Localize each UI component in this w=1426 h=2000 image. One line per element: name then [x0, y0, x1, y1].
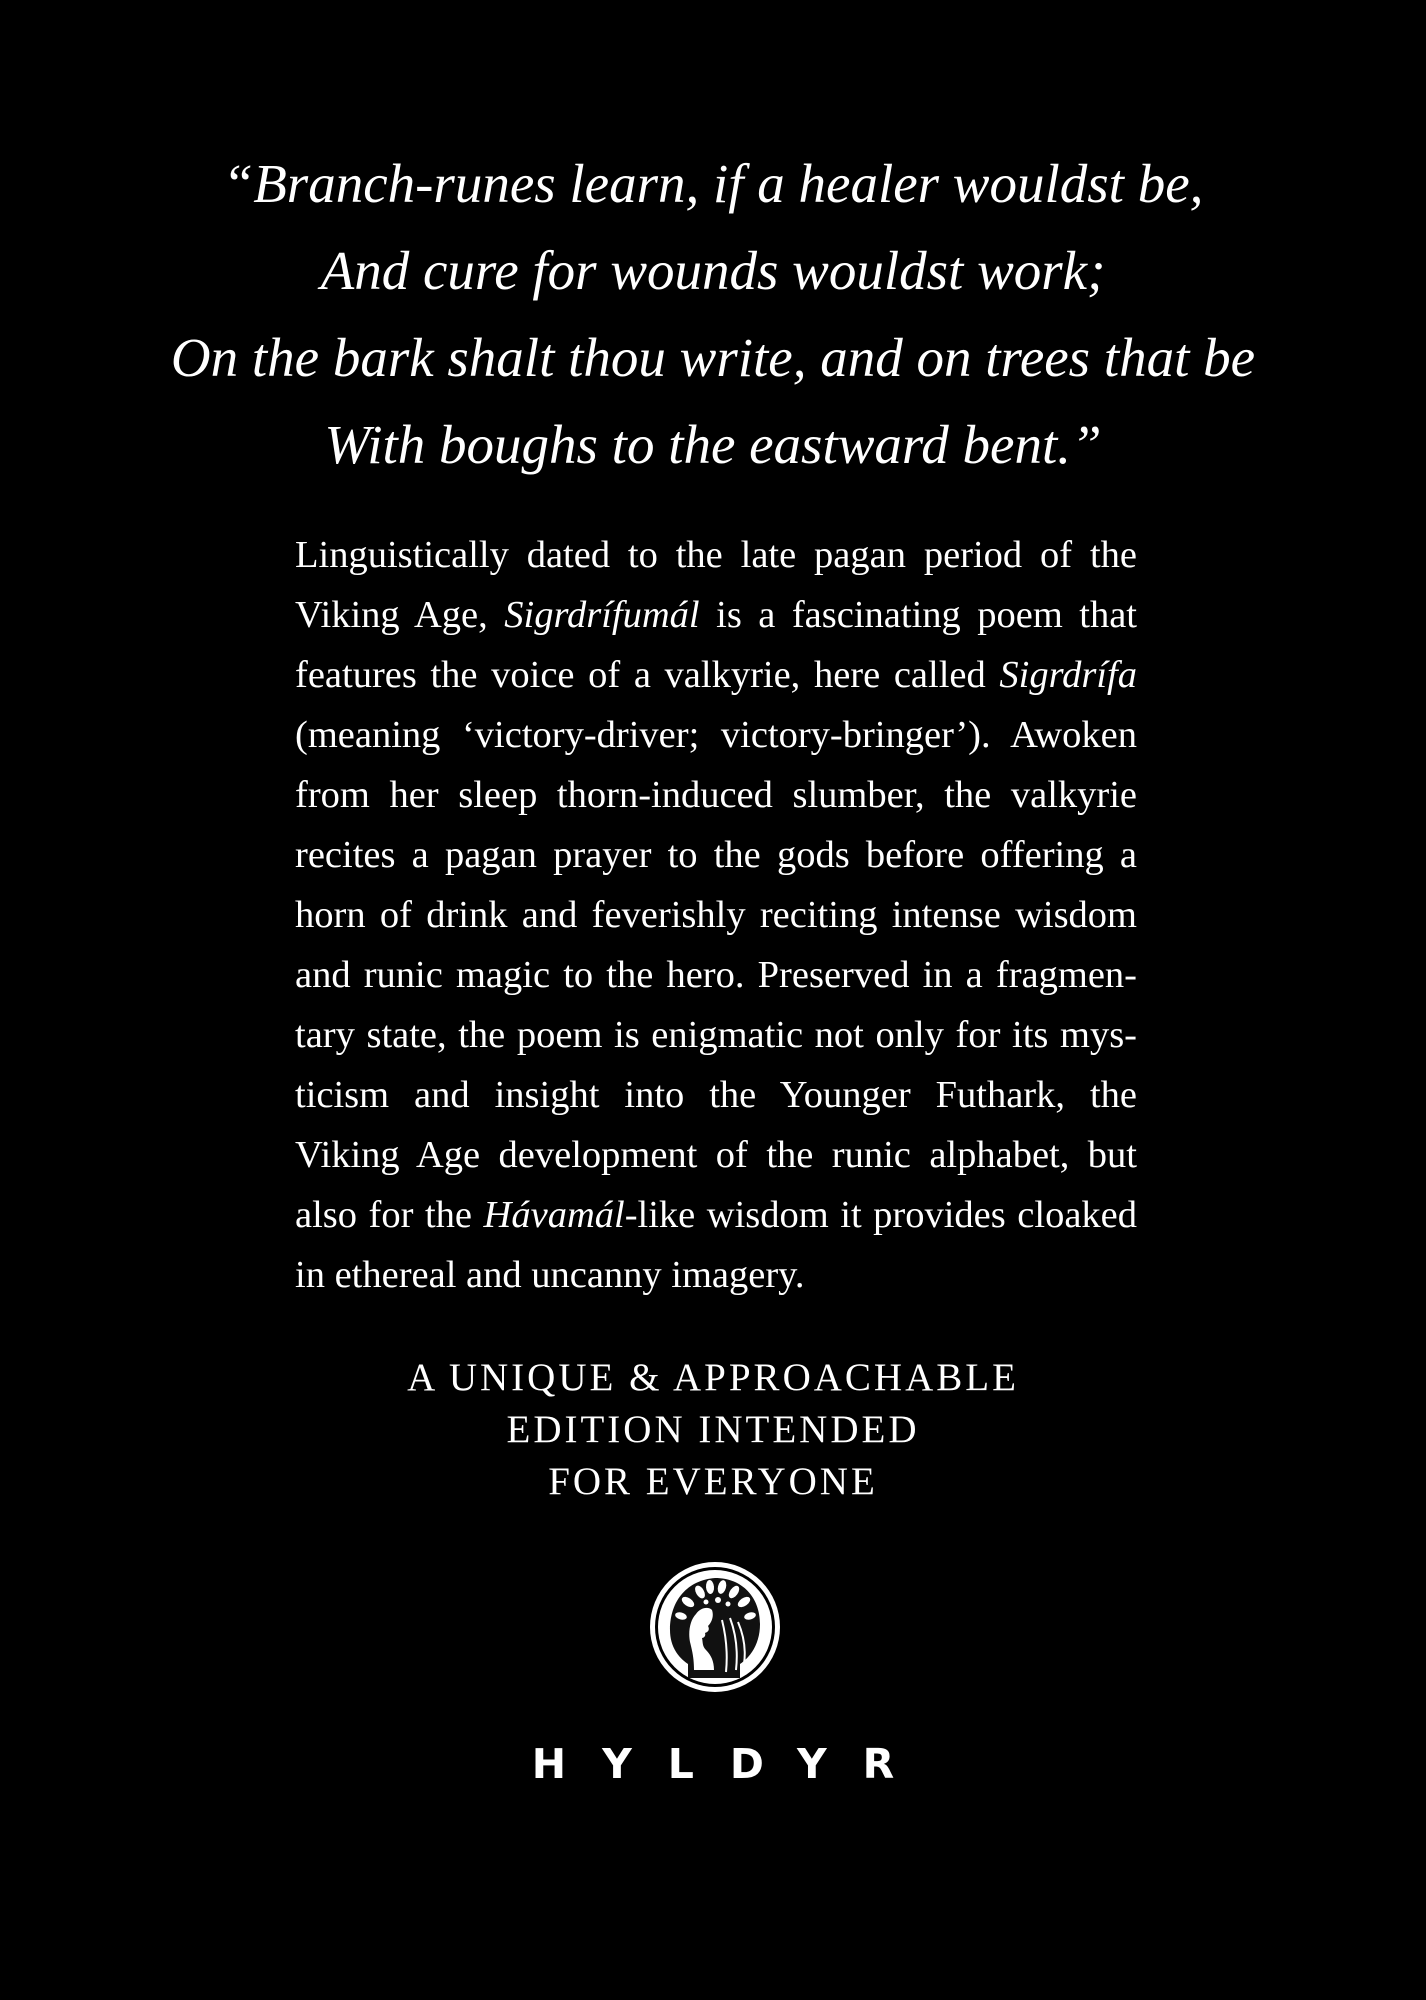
blurb-line	[295, 645, 1137, 705]
blurb-line	[295, 1185, 1137, 1245]
blurb-line: horn of drink and feverishly reciting intense wisdom	[295, 894, 1137, 936]
epigraph-quote	[0, 140, 1426, 488]
blurb-line: Linguistically dated to the late pagan period of the	[295, 534, 1137, 576]
blurb-line: (meaning ‘victory-driver; victory-bringer’). Awoken	[295, 714, 1137, 756]
quote-line: And cure for wounds wouldst work;	[320, 240, 1106, 301]
quote-line: “Branch-runes learn, if a healer wouldst be,	[222, 153, 1204, 214]
blurb-line: and runic magic to the hero. Preserved in a fragmen-	[295, 954, 1137, 996]
publisher-wordmark: HYLDYR	[531, 1740, 931, 1788]
blurb-line: from her sleep thorn-induced slumber, the valkyrie	[295, 774, 1137, 816]
blurb-text: is a fascinating poem that	[716, 594, 1137, 636]
edition-tagline	[0, 1352, 1426, 1508]
tagline-line: FOR EVERYONE	[548, 1460, 878, 1503]
blurb-text: features the voice of a valkyrie, here called	[295, 654, 986, 696]
tagline-line: EDITION INTENDED	[506, 1408, 920, 1451]
blurb-line: recites a pagan prayer to the gods before offering a	[295, 834, 1137, 876]
poem-title-sigrdrifumal: Sigrdrífumál	[504, 594, 700, 636]
blurb-text: Viking Age,	[295, 594, 488, 636]
description-blurb	[295, 525, 1137, 1305]
name-sigrdrifa: Sigrdrífa	[999, 654, 1138, 696]
tagline-line: A UNIQUE & APPROACHABLE	[407, 1356, 1019, 1399]
woman-profile-emblem-icon	[648, 1560, 782, 1694]
poem-title-havamal: Hávamál	[483, 1194, 625, 1236]
blurb-line: ticism and insight into the Younger Futhark, the	[295, 1074, 1137, 1116]
blurb-line	[295, 585, 1137, 645]
quote-line: On the bark shalt thou write, and on trees that be	[170, 327, 1256, 388]
blurb-line: Viking Age development of the runic alphabet, but	[295, 1134, 1137, 1176]
quote-line: With boughs to the eastward bent.”	[324, 414, 1102, 475]
blurb-text: -like wisdom it provides cloaked	[624, 1194, 1137, 1236]
blurb-text: also for the	[295, 1194, 473, 1236]
blurb-line: tary state, the poem is enigmatic not only for its mys-	[295, 1014, 1137, 1056]
blurb-line: in ethereal and uncanny imagery.	[295, 1254, 805, 1296]
